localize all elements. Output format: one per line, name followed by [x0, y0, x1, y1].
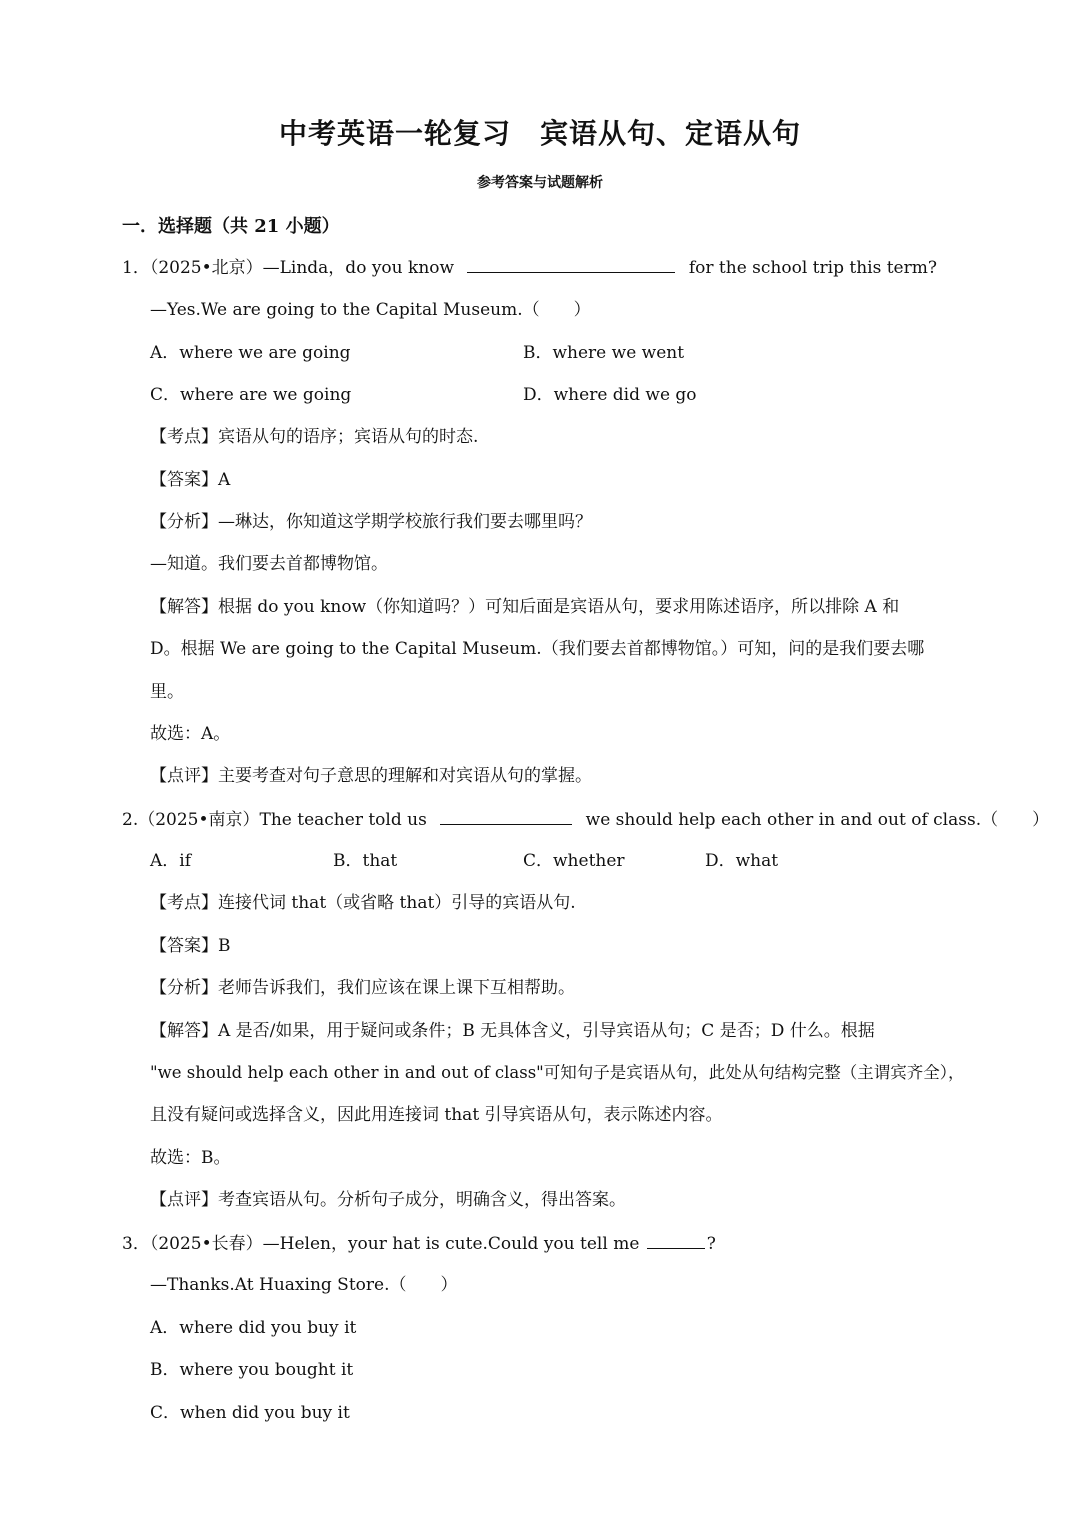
option-d: D．where did we go	[523, 385, 697, 405]
page-title: 中考英语一轮复习 宾语从句、定语从句	[278, 117, 801, 150]
solution-line-3: 且没有疑问或选择含义，因此用连接词 that 引导宾语从句，表示陈述内容。	[150, 1105, 723, 1125]
option-c: C．whether	[523, 851, 625, 871]
option-d: D．what	[705, 851, 779, 871]
question-1-reply: —Yes.We are going to the Capital Museum.（ ）	[150, 300, 591, 320]
question-3-stem	[122, 1230, 716, 1257]
solution-line-2: D。根据 We are going to the Capital Museum.（我们要去首都博物馆。）可知，问的是我们要去哪	[150, 639, 925, 659]
answer: 【答案】B	[150, 936, 231, 956]
solution: 【解答】A 是否/如果，用于疑问或条件；B 无具体含义，引导宾语从句；C 是否；D 什么。根据	[150, 1021, 875, 1041]
page-subtitle: 参考答案与试题解析	[477, 175, 603, 191]
solution: 【解答】根据 do you know（你知道吗？）可知后面是宾语从句，要求用陈述语序，所以排除 A 和	[150, 597, 900, 617]
knowledge-point: 【考点】宾语从句的语序；宾语从句的时态.	[150, 427, 479, 447]
option-b: B．that	[333, 851, 398, 871]
option-c: C．where are we going	[150, 385, 352, 405]
question-number: 1．	[122, 258, 150, 278]
option-b: B．where you bought it	[150, 1360, 354, 1380]
comment: 【点评】考查宾语从句。分析句子成分，明确含义，得出答案。	[150, 1190, 626, 1210]
option-a: A．where did you buy it	[150, 1318, 357, 1338]
option-c: C．when did you buy it	[150, 1403, 350, 1423]
comment: 【点评】主要考查对句子意思的理解和对宾语从句的掌握。	[150, 766, 592, 786]
answer: 【答案】A	[150, 470, 231, 490]
question-2-stem	[122, 806, 1049, 833]
question-2-prefix: 2.（2025•南京）The teacher told us	[122, 810, 427, 830]
question-3-prefix: （2025•长春）—Helen，your hat is cute.Could you tell me	[149, 1234, 640, 1254]
question-1-stem	[122, 254, 937, 281]
section-heading: 一．选择题（共 21 小题）	[122, 216, 340, 237]
knowledge-point: 【考点】连接代词 that（或省略 that）引导的宾语从句.	[150, 893, 576, 913]
solution-line-2: "we should help each other in and out of class"可知句子是宾语从句，此处从句结构完整（主谓宾齐全），	[150, 1063, 965, 1082]
question-3-reply: —Thanks.At Huaxing Store.（ ）	[150, 1275, 458, 1295]
answer-blank	[647, 1230, 705, 1249]
answer-blank	[440, 806, 572, 825]
analysis: 【分析】—琳达，你知道这学期学校旅行我们要去哪里吗？	[150, 512, 592, 532]
question-3-suffix: ?	[706, 1234, 716, 1254]
question-1-suffix: for the school trip this term?	[688, 258, 937, 278]
option-a: A．if	[150, 851, 192, 871]
question-1-prefix: （2025•北京）—Linda，do you know	[149, 258, 455, 278]
option-a: A．where we are going	[150, 343, 351, 363]
answer-blank	[467, 254, 675, 273]
analysis: 【分析】老师告诉我们，我们应该在课上课下互相帮助。	[150, 978, 575, 998]
option-b: B．where we went	[523, 343, 685, 363]
question-number: 3．	[122, 1234, 150, 1254]
question-2-suffix: we should help each other in and out of class.（ ）	[585, 810, 1050, 830]
analysis-continued: —知道。我们要去首都博物馆。	[150, 554, 388, 574]
chosen-answer: 故选：A。	[150, 724, 231, 744]
solution-line-3: 里。	[150, 682, 184, 702]
chosen-answer: 故选：B。	[150, 1148, 231, 1168]
